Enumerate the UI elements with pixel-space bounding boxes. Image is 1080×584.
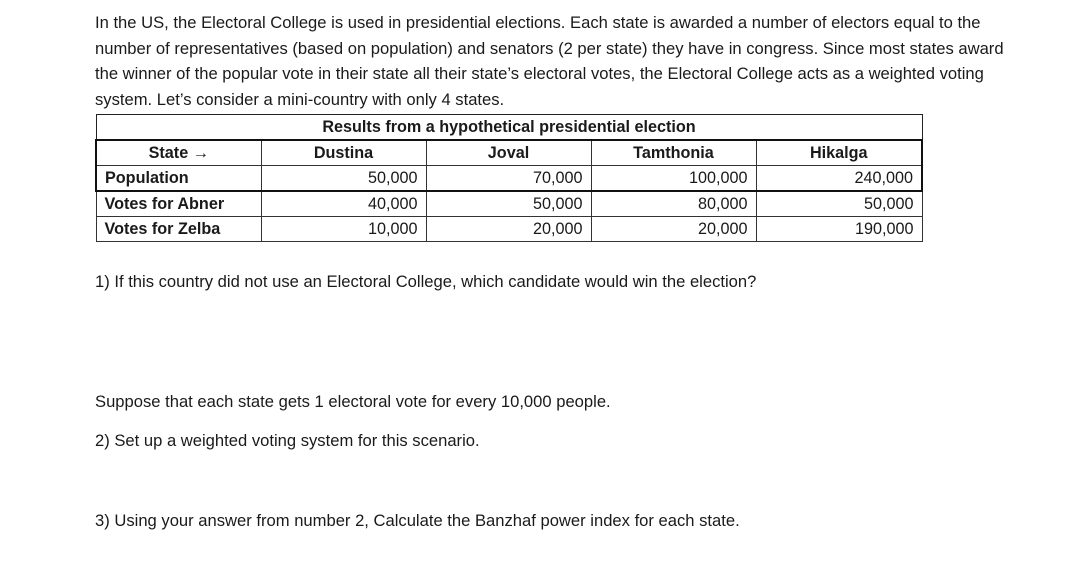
table-caption: Results from a hypothetical presidential election [96, 115, 922, 141]
table-row [96, 217, 922, 242]
suppose-statement: Suppose that each state gets 1 electoral vote for every 10,000 people. [95, 392, 611, 411]
table-cell: 50,000 [261, 166, 426, 192]
election-results-table [95, 114, 923, 242]
intro-paragraph: In the US, the Electoral College is used in presidential elections. Each state is awarded a number of electors equal to the number of representatives (based on population) and senators (2 per state) they have in congress. Since most states award the winner of the popular vote in their state all their state’s electoral votes, the Electoral College acts as a weighted voting system. Let’s consider a mini-country with only 4 states. [95, 13, 1004, 109]
question-1: 1) If this country did not use an Electoral College, which candidate would win the election? [95, 272, 757, 291]
table-cell: 80,000 [591, 191, 756, 217]
table-cell: 40,000 [261, 191, 426, 217]
question-3: 3) Using your answer from number 2, Calculate the Banzhaf power index for each state. [95, 511, 740, 530]
table-cell: 190,000 [756, 217, 922, 242]
row-label-votes-zelba: Votes for Zelba [96, 217, 261, 242]
table-cell: 20,000 [591, 217, 756, 242]
row-label-population: Population [96, 166, 261, 192]
state-header-label: State → [96, 140, 261, 166]
state-header-joval: Joval [426, 140, 591, 166]
table-cell: 50,000 [426, 191, 591, 217]
state-header-tamthonia: Tamthonia [591, 140, 756, 166]
state-header-dustina: Dustina [261, 140, 426, 166]
table-cell: 10,000 [261, 217, 426, 242]
state-header-hikalga: Hikalga [756, 140, 922, 166]
table-row [96, 166, 922, 192]
table-cell: 100,000 [591, 166, 756, 192]
table-cell: 70,000 [426, 166, 591, 192]
question-2: 2) Set up a weighted voting system for this scenario. [95, 431, 480, 450]
table-cell: 50,000 [756, 191, 922, 217]
table-row [96, 191, 922, 217]
row-label-votes-abner: Votes for Abner [96, 191, 261, 217]
table-cell: 20,000 [426, 217, 591, 242]
table-cell: 240,000 [756, 166, 922, 192]
